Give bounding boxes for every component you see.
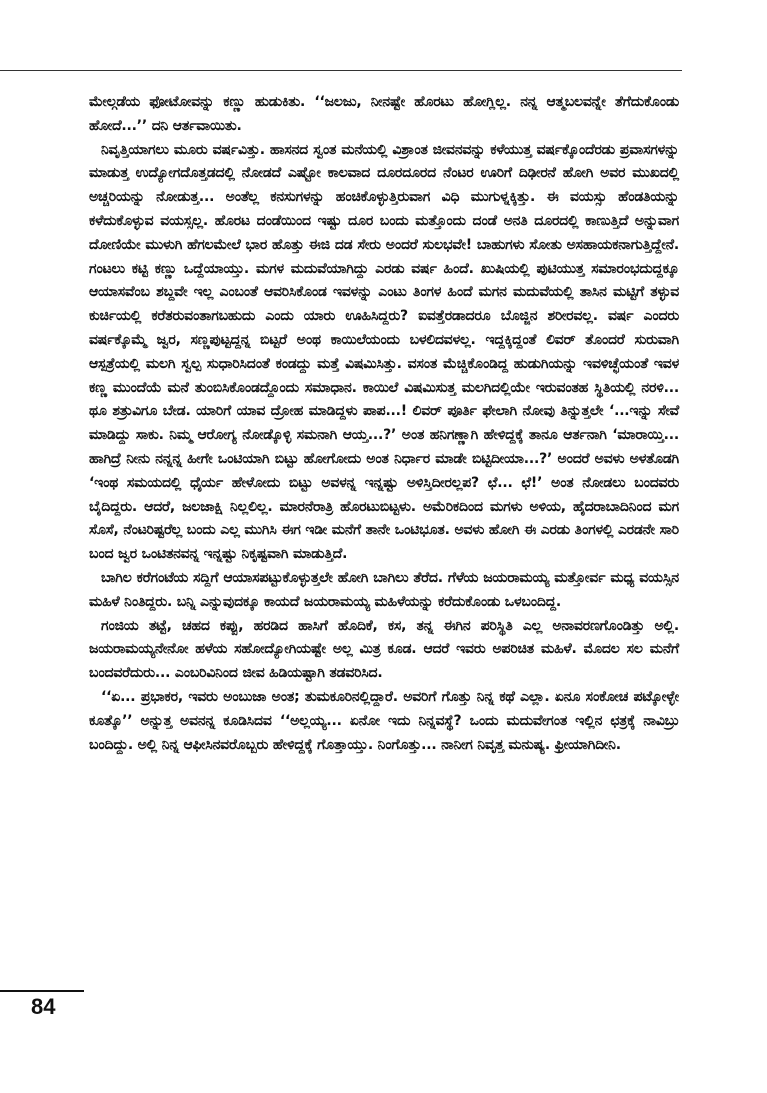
body-text — [89, 91, 679, 757]
paragraph: ಮೇಲ್ಗಡೆಯ ಫೋಟೋವನ್ನು ಕಣ್ಣು ಹುಡುಕಿತು. ‘‘ಜಲಜು, ನೀನಷ್ಟೇ ಹೊರಟು ಹೋಗ್ಲಿಲ್ಲ. ನನ್ನ ಆತ್ಮಬಲವನ್ನೇ ತೆಗೆದುಕೊಂಡು ಹೋದೆ...’’ ದನಿ ಆರ್ತವಾಯಿತು. — [89, 94, 679, 134]
paragraph: ನಿವೃತ್ತಿಯಾಗಲು ಮೂರು ವರ್ಷವಿತ್ತು. ಹಾಸನದ ಸ್ವಂತ ಮನೆಯಲ್ಲಿ ವಿಶ್ರಾಂತ ಜೀವನವನ್ನು ಕಳೆಯುತ್ತ ವರ್ಷಕ್ಕೊಂದೆರಡು ಪ್ರವಾಸಗಳನ್ನು ಮಾಡುತ್ತ ಉದ್ಯೋಗದೊತ್ತಡದಲ್ಲಿ ನೋಡದೆ ಎಷ್ಟೋ ಕಾಲವಾದ ದೂರದೂರದ ನೆಂಟರ ಊರಿಗೆ ದಿಢೀರನೆ ಹೋಗಿ ಅವರ ಮುಖದಲ್ಲಿ ಅಚ್ಚರಿಯನ್ನು ನೋಡುತ್ತ... ಅಂತೆಲ್ಲ ಕನಸುಗಳನ್ನು ಹಂಚಿಕೊಳ್ಳುತ್ತಿರುವಾಗ ವಿಧಿ ಮುಗುಳ್ನಕ್ಕಿತ್ತು. ಈ ವಯಸ್ಸು ಹೆಂಡತಿಯನ್ನು ಕಳೆದುಕೊಳ್ಳುವ ವಯಸ್ಸಲ್ಲ. ಹೊರಟ ದಂಡೆಯಿಂದ ಇಷ್ಟು ದೂರ ಬಂದು ಮತ್ತೊಂದು ದಂಡೆ ಅನತಿ ದೂರದಲ್ಲಿ ಕಾಣುತ್ತಿದೆ ಅನ್ನುವಾಗ ದೋಣಿಯೇ ಮುಳುಗಿ ಹೆಗಲಮೇಲೆ ಭಾರ ಹೊತ್ತು ಈಜಿ ದಡ ಸೇರು ಅಂದರೆ ಸುಲಭವೇ! ಬಾಹುಗಳು ಸೋತು ಅಸಹಾಯಕನಾಗುತ್ತಿದ್ದೇನೆ. ಗಂಟಲು ಕಟ್ಟಿ ಕಣ್ಣು ಒದ್ದೆಯಾಯ್ತು. ಮಗಳ ಮದುವೆಯಾಗಿದ್ದು ಎರಡು ವರ್ಷ ಹಿಂದೆ. ಖುಷಿಯಲ್ಲಿ ಪುಟಿಯುತ್ತ ಸಮಾರಂಭದುದ್ದಕ್ಕೂ ಆಯಾಸವೆಂಬ ಶಬ್ದವೇ ಇಲ್ಲ ಎಂಬಂತೆ ಆವರಿಸಿಕೊಂಡ ಇವಳನ್ನು ಎಂಟು ತಿಂಗಳ ಹಿಂದೆ ಮಗನ ಮದುವೆಯಲ್ಲಿ ತಾಸಿನ ಮಟ್ಟಿಗೆ ತಳ್ಳುವ ಕುರ್ಚಿಯಲ್ಲಿ ಕರೆತರುವಂತಾಗಬಹುದು ಎಂದು ಯಾರು ಊಹಿಸಿದ್ದರು? ಐವತ್ತೆರಡಾದರೂ ಬೊಜ್ಜಿನ ಶರೀರವಲ್ಲ. ವರ್ಷ ಎಂದರು ವರ್ಷಕ್ಕೊಮ್ಮೆ ಜ್ವರ, ಸಣ್ಣಪುಟ್ಟದ್ದನ್ನ ಬಿಟ್ಟರೆ ಅಂಥ ಕಾಯಿಲೆಯಂದು ಬಳಲಿದವಳಲ್ಲ. ಇದ್ದಕ್ಕಿದ್ದಂತೆ ಲಿವರ್ ತೊಂದರೆ ಸುರುವಾಗಿ ಆಸ್ಪತ್ರೆಯಲ್ಲಿ ಮಲಗಿ ಸ್ವಲ್ಪ ಸುಧಾರಿಸಿದಂತೆ ಕಂಡದ್ದು ಮತ್ತೆ ವಿಷಮಿಸಿತ್ತು. ವಸಂತ ಮೆಚ್ಚಿಕೊಂಡಿದ್ದ ಹುಡುಗಿಯನ್ನು ಇವಳಿಚ್ಛೆಯಂತೆ ಇವಳ ಕಣ್ಣ ಮುಂದೆಯೆ ಮನೆ ತುಂಬಿಸಿಕೊಂಡದ್ದೊಂದು ಸಮಾಧಾನ. ಕಾಯಿಲೆ ವಿಷಮಿಸುತ್ತ ಮಲಗಿದಲ್ಲಿಯೇ ಇರುವಂತಹ ಸ್ಥಿತಿಯಲ್ಲಿ ನರಳಿ... ಥೂ ಶತ್ರುವಿಗೂ ಬೇಡ. ಯಾರಿಗೆ ಯಾವ ದ್ರೋಹ ಮಾಡಿದ್ದಳು ಪಾಪ...! ಲಿವರ್ ಪೂರ್ತಿ ಫೇಲಾಗಿ ನೋವು ತಿನ್ನುತ್ತಲೇ ‘...ಇನ್ನು ಸೇವೆ ಮಾಡಿದ್ದು ಸಾಕು. ನಿಮ್ಮ ಆರೋಗ್ಯ ನೋಡ್ಕೊಳ್ಳಿ ಸಮನಾಗಿ ಆಯ್ತ...?’ ಅಂತ ಹನಿಗಣ್ಣಾಗಿ ಹೇಳಿದ್ದಕ್ಕೆ ತಾನೂ ಆರ್ತನಾಗಿ ‘ಮಾರಾಯ್ತಿ... ಹಾಗಿದ್ರೆ ನೀನು ನನ್ನನ್ನ ಹೀಗೇ ಒಂಟಿಯಾಗಿ ಬಿಟ್ಟು ಹೋಗೋದು ಅಂತ ನಿರ್ಧಾರ ಮಾಡೇ ಬಿಟ್ಟಿದೀಯಾ...?’ ಅಂದರೆ ಅವಳು ಅಳತೊಡಗಿ ‘ಇಂಥ ಸಮಯದಲ್ಲಿ ಧೈರ್ಯ ಹೇಳೋದು ಬಿಟ್ಟು ಅವಳನ್ನ ಇನ್ನಷ್ಟು ಅಳಿಸ್ತಿದೀರಲ್ಲಪ? ಛೆ... ಛೆ!’ ಅಂತ ನೋಡಲು ಬಂದವರು ಬೈದಿದ್ದರು. ಆದರೆ, ಜಲಜಾಕ್ಷಿ ನಿಲ್ಲಲಿಲ್ಲ. ಮಾರನೆರಾತ್ರಿ ಹೊರಟುಬಿಟ್ಟಳು. ಅಮೆರಿಕದಿಂದ ಮಗಳು ಅಳಿಯ, ಹೈದರಾಬಾದಿನಿಂದ ಮಗ ಸೊಸೆ, ನೆಂಟರಿಷ್ಟರೆಲ್ಲ ಬಂದು ಎಲ್ಲ ಮುಗಿಸಿ ಈಗ ಇಡೀ ಮನೆಗೆ ತಾನೇ ಒಂಟಿಭೂತ. ಅವಳು ಹೋಗಿ ಈ ಎರಡು ತಿಂಗಳಲ್ಲಿ ಎರಡನೇ ಸಾರಿ ಬಂದ ಜ್ವರ ಒಂಟಿತನವನ್ನ ಇನ್ನಷ್ಟು ನಿಕೃಷ್ಟವಾಗಿ ಮಾಡುತ್ತಿದೆ. — [89, 141, 679, 563]
top-rule — [0, 70, 682, 71]
paragraph: ಬಾಗಿಲ ಕರೆಗಂಟೆಯ ಸದ್ದಿಗೆ ಆಯಾಸಪಟ್ಟುಕೊಳ್ಳುತ್ತಲೇ ಹೋಗಿ ಬಾಗಿಲು ತೆರೆದ. ಗೆಳೆಯ ಜಯರಾಮಯ್ಯ ಮತ್ತೋರ್ವ ಮಧ್ಯ ವಯಸ್ಸಿನ ಮಹಿಳೆ ನಿಂತಿದ್ದರು. ಬನ್ನಿ ಎನ್ನುವುದಕ್ಕೂ ಕಾಯದೆ ಜಯರಾಮಯ್ಯ ಮಹಿಳೆಯನ್ನು ಕರೆದುಕೊಂಡು ಒಳಬಂದಿದ್ದ. — [89, 569, 679, 610]
paragraph: ಗಂಜಿಯ ತಟ್ಟೆ, ಚಹದ ಕಪ್ಪು, ಹರಡಿದ ಹಾಸಿಗೆ ಹೊದಿಕೆ, ಕಸ, ತನ್ನ ಈಗಿನ ಪರಿಸ್ಥಿತಿ ಎಲ್ಲ ಅನಾವರಣಗೊಂಡಿತ್ತು ಅಲ್ಲಿ. ಜಯರಾಮಯ್ಯನೇನೋ ಹಳೆಯ ಸಹೋದ್ಯೋಗಿಯಷ್ಟೇ ಅಲ್ಲ ಮಿತ್ರ ಕೂಡ. ಆದರೆ ಇವರು ಅಪರಿಚಿತ ಮಹಿಳೆ. ಮೊದಲ ಸಲ ಮನೆಗೆ ಬಂದವರೆದುರು... ಎಂಬರಿವಿನಿಂದ ಜೀವ ಹಿಡಿಯಷ್ಟಾಗಿ ತಡವರಿಸಿದ. — [89, 617, 679, 682]
paragraph: ‘‘ಏ... ಪ್ರಭಾಕರ, ಇವರು ಅಂಬುಜಾ ಅಂತ; ತುಮಕೂರಿನಲ್ಲಿದ್ದಾರೆ. ಅವರಿಗೆ ಗೊತ್ತು ನಿನ್ನ ಕಥೆ ಎಲ್ಲಾ. ಏನೂ ಸಂಕೋಚ ಪಟ್ಕೋಳ್ಳೇ ಕೂತ್ಕೊ’’ ಅನ್ನುತ್ತ ಅವನನ್ನ ಕೂಡಿಸಿದವ ‘‘ಅಲ್ಲಯ್ಯ... ಏನೋ ಇದು ನಿನ್ನವಸ್ಥೆ? ಒಂದು ಮದುವೇಗಂತ ಇಲ್ಲಿನ ಛತ್ರಕ್ಕೆ ನಾವಿಬ್ರು ಬಂದಿದ್ದು. ಅಲ್ಲಿ ನಿನ್ನ ಆಫೀಸಿನವರೊಬ್ಬರು ಹೇಳಿದ್ದಕ್ಕೆ ಗೊತ್ತಾಯ್ತು. ನಿಂಗೊತ್ತು... ನಾನೀಗ ನಿವೃತ್ತ ಮನುಷ್ಯ. ಫ್ರೀಯಾಗಿದೀನಿ. — [89, 688, 679, 753]
page-number-rule — [0, 990, 84, 992]
page-number: 84 — [31, 994, 56, 1019]
